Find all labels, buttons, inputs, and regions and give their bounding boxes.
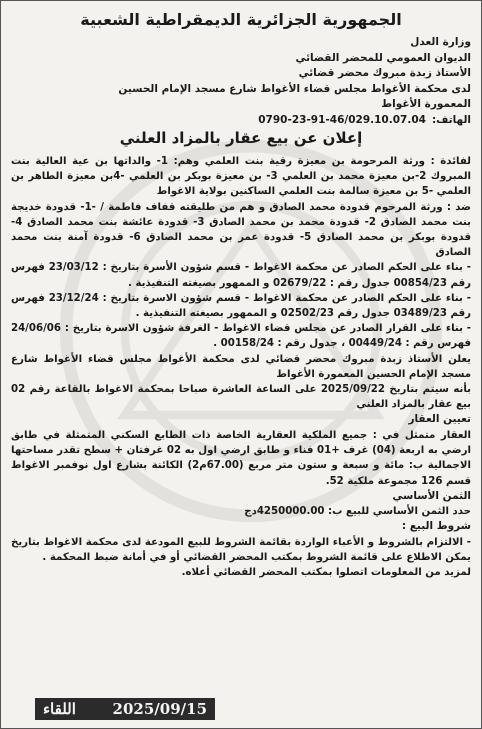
property-heading: تعيين العقار [408, 413, 471, 426]
phone-label: الهاتف: [431, 113, 471, 126]
ministry-line: وزارة العدل [410, 36, 471, 48]
city-line: المعمورة الأغواط [381, 98, 471, 110]
republic-heading: الجمهورية الجزائرية الديمقراطية الشعبية [80, 10, 402, 29]
newspaper-name: اللقاء [43, 700, 76, 718]
price-text: حدد الثمن الأساسي للبيع ب: 4250000.00دج [244, 506, 471, 518]
publication-date-box [35, 698, 215, 720]
conditions-text: - الالتزام بالشروط و الأعباء الواردة بقائمة الشروط للبيع المودعة لدى محكمة الاغواط بتاريخ يمكن الاطلاع على قائمة الشروط بمكتب المحضر القضائي أو في أمانة ضبط المحكمة . [11, 536, 471, 564]
property-description: العقار متمثل في : جميع الملكية العقارية الخاصة ذات الطابع السكني المتمثلة في طابق ارضي به اربعة (04) غرف +01 فناء و طابق ارضي اول به 02 غرفتان + سطح تقدر مساحتها الاجمالية ب: مائة و سبعة و ستون متر مربع (67.00م2) الكائنة بشارع اول نوفمبر الاغواط قسم 126 مجموعة ملكية 52. [11, 429, 471, 487]
announcement-paragraph: يعلن الأستاذ زبدة مبروك محضر قضائي لدى محكمة الأغواط مجلس قضاء الأغواط شارع مسجد الإمام الحسين المعمورة الأغواط [11, 353, 471, 380]
footer-bar [1, 698, 481, 720]
defendants-paragraph: ضد : ورثة المرحوم قدودة محمد الصادق و هم من طليقته قفاف فاطمة / -1- قدودة خديجة بنت محمد الصادق 2- قدودة محمد بن محمد الصادق 3- قدودة عائشة بنت محمد الصادق 4- قدودة بوبكر بن محمد الصادق 5- قدودة عمر بن محمد الصادق 6- قدودة آمنة بنت محمد الصادق [11, 201, 471, 259]
judgment-1-paragraph: - بناء على الحكم الصادر عن محكمة الاغواط - قسم شؤون الأسرة بتاريخ : 23/03/12 فهرس رقم 00854/23 جدول رقم : 02679/22 و الممهور بصيغته التنفيذية . [11, 262, 471, 289]
notice-content [1, 1, 481, 581]
phone-number: 0790-23-91-46/029.10.07.04 [258, 113, 426, 126]
decision-paragraph: - بناء على القرار الصادر عن مجلس قضاء الاغواط - الغرفة شؤون الاسرة بتاريخ : 24/06/06 فهرس رقم : 00449/24 ، جدول رقم : 00158/24 . [11, 323, 471, 350]
beneficiaries-paragraph: لفائدة : ورثة المرحومة بن معيزة رقية بنت العلمي وهم: 1- والداتها بن عية العالية بنت المبروك 2-بن معيزة محمد بن العلمي 3- بن معيزة بوبكر بن العلمي -4بن معيزة الطاهر بن العلمي -5 بن معيزة سالمة بنت العلمي الساكنين بولاية الاغواط [11, 156, 472, 198]
notice-title: إعلان عن بيع عقار بالمزاد العلني [119, 129, 363, 147]
price-heading: الثمن الأساسي [392, 489, 471, 502]
court-address-line: لدى محكمة الأغواط مجلس قضاء الأغواط شارع مسجد الإمام الحسين [118, 82, 471, 95]
more-info-text: لمزيد من المعلومات اتصلوا بمكتب المحضر القضائي أعلاه. [181, 567, 471, 579]
conditions-heading: شروط البيع : [401, 520, 471, 533]
bailiff-name-line: الأستاذ زبدة مبروك محضر قضائي [298, 67, 471, 79]
phone-line [11, 113, 471, 129]
publication-date: 2025/09/15 [112, 700, 207, 718]
auction-date-paragraph: بأنه سيتم بتاريخ 2025/09/22 على الساعة العاشرة صباحا بمحكمة الاغواط بالقاعة رقم 02 بيع عقار بالمزاد العلني [11, 384, 471, 411]
judgment-2-paragraph: - بناء على الحكم الصادر عن محكمة الاغواط - قسم شؤون الاسرة بتاريخ : 23/12/24 فهرس رقم 03489/23 جدول رقم 02502/23 و الممهور بصيغته التنفيذية . [11, 292, 471, 320]
office-line: الديوان العمومي للمحضر القضائي [295, 51, 471, 64]
